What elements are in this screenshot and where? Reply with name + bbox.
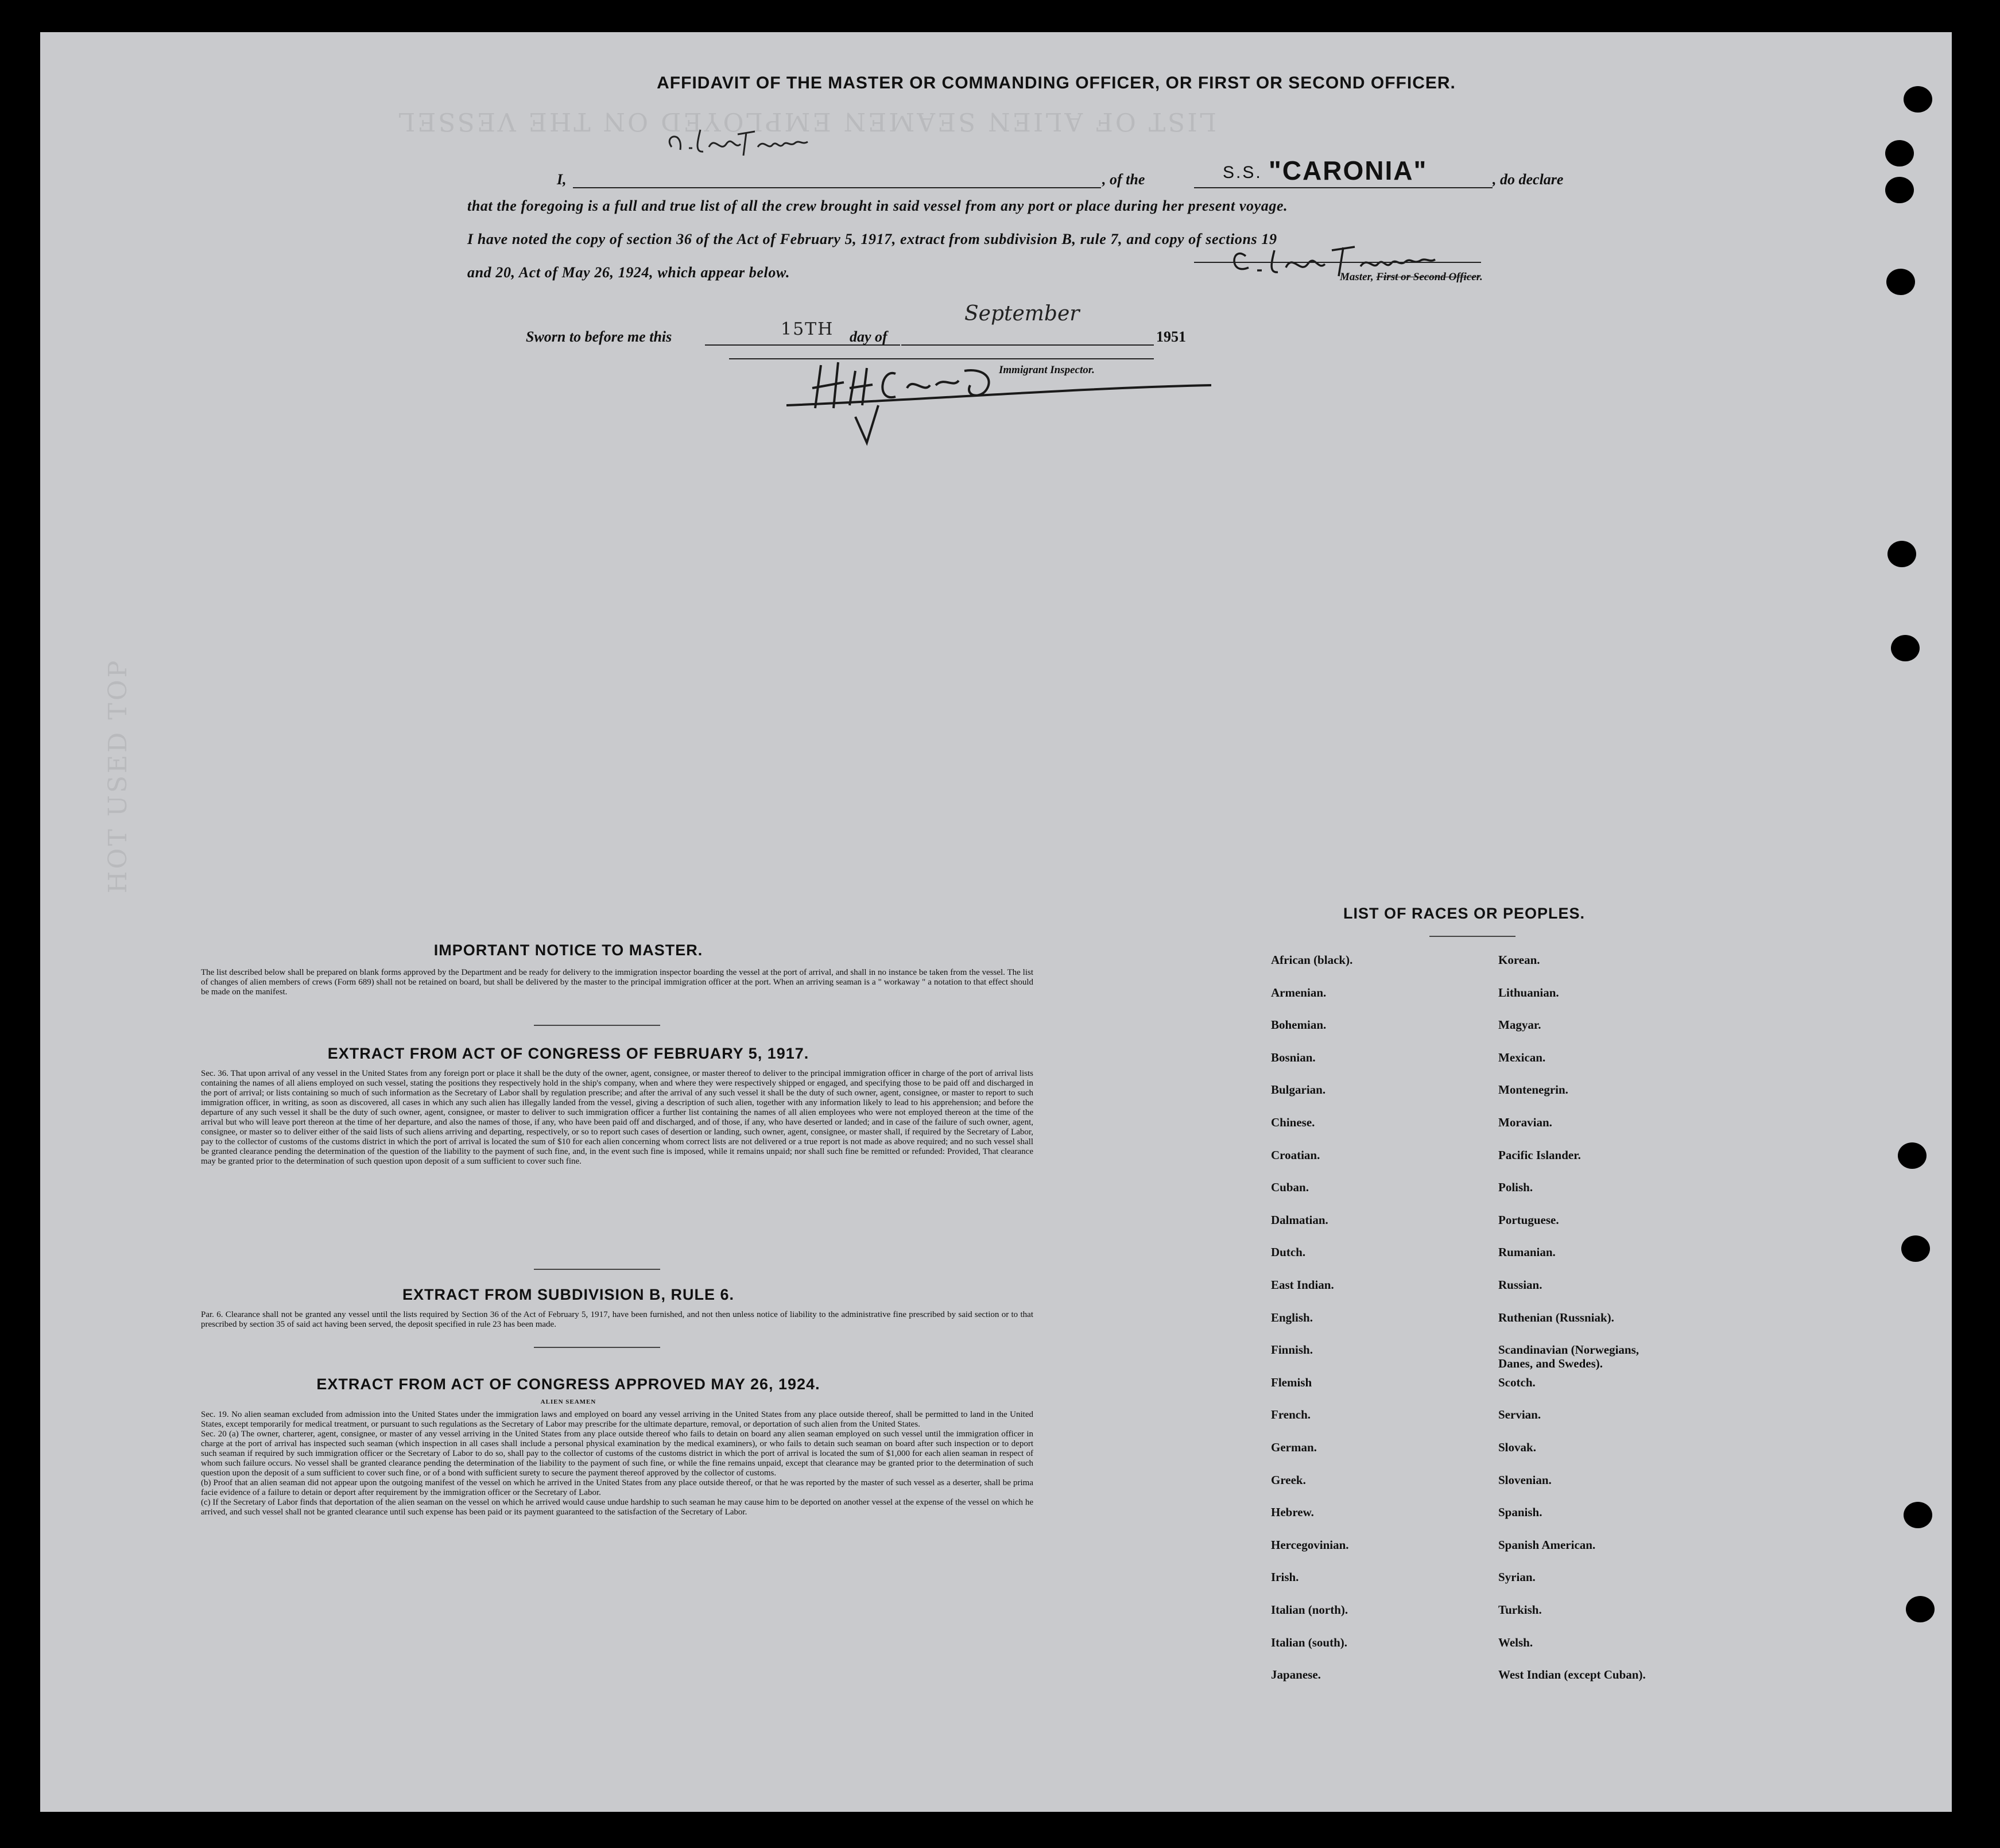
ship-name: "CARONIA" [1269,156,1428,185]
race-item: Magyar. [1498,1018,1541,1032]
binder-hole [1886,269,1915,295]
extract-1924-title: EXTRACT FROM ACT OF CONGRESS APPROVED MAY 26, 1924. [316,1376,820,1393]
affidavit-line-2: that the foregoing is a full and true list of all the crew brought in said vessel from any port or place during her present voyage. [467,197,1288,214]
sworn-year: 1951 [1156,328,1186,345]
race-item: Slovak. [1498,1440,1536,1454]
race-item: Turkish. [1498,1603,1542,1617]
day-of-label: day of [850,328,887,345]
race-item: Russian. [1498,1278,1542,1292]
race-item: Croatian. [1271,1148,1320,1162]
extract-1917-body: Sec. 36. That upon arrival of any vessel in the United States from any foreign port or place it shall be the duty of the owner, agent, consignee, or master thereof to deliver to the principal immigration officer in charge of the port of arrival lists containing the names of all aliens employed on such vessel, stating the positions they respectively hold in the ship's company, when and where they were respectively shipped or engaged, and specifying those to be paid off and discharged in the port of arrival; or lists containing so much of such information as the Secretary of Labor shall by regulation prescribe; and after the arrival of any such vessel it shall be the duty of such owner, agent, consignee, or master to report to such immigration officer, in writing, as soon as discovered, all cases in which any such alien has illegally landed from the vessel, giving a description of such alien, together with any information likely to lead to his apprehension; and before the departure of any such vessel it shall be the duty of such owner, agent, consignee, or master to deliver to such immigration officer a further list containing the names of all alien employees who were not employed thereon at the time of the arrival but who will leave port thereon at the time of her departure, and also the names of those, if any, who have been paid off and discharged, and of those, if any, who have deserted or landed; and in case of the failure of such owner, agent, consignee, or master so to deliver either of the said lists of such aliens arriving and departing, respectively, or so to report such cases of desertion or landing, such owner, agent, consignee, or master shall, if required by the Secretary of Labor, pay to the collector of customs of the customs district in which the port of arrival is located the sum of $10 for each alien concerning whom correct lists are not delivered or a true report is not made as above required; and no such vessel shall be granted clearance pending the determination of the question of the liability to the payment of such fine, and, in the event such fine is imposed, while it remains unpaid; nor shall such fine be remitted or refunded: Provided, That clearance may be granted prior to the determination of such question upon deposit of a sum sufficient to cover such fine. [201,1069,1033,1166]
binder-hole [1906,1596,1935,1622]
alien-seamen-subtitle: ALIEN SEAMEN [540,1398,596,1405]
race-item: Lithuanian. [1498,985,1559,999]
affidavit-title: AFFIDAVIT OF THE MASTER OR COMMANDING OFFICER, OR FIRST OR SECOND OFFICER. [657,73,1456,92]
race-item: Italian (north). [1271,1603,1348,1617]
race-item: East Indian. [1271,1278,1334,1292]
officer-title-struck: First or Second Officer [1376,271,1480,283]
race-item: French. [1271,1408,1311,1422]
race-item: Italian (south). [1271,1635,1348,1649]
master-title-label [1340,271,1483,284]
race-item: Polish. [1498,1180,1533,1195]
binder-hole [1891,635,1920,661]
subdivision-b-body: Par. 6. Clearance shall not be granted any vessel until the lists required by Section 36 of the Act of February 5, 1917, have been furnished, and not then unless notice of liability to the administrative fine prescribed by said section or to that prescribed by section 35 of said act having been served, the deposit specified in rule 23 has been made. [201,1310,1033,1329]
race-item: Hercegovinian. [1271,1537,1349,1552]
document-sheet [40,32,1952,1812]
race-item: Dalmatian. [1271,1212,1328,1227]
race-item: Rumanian. [1498,1245,1556,1260]
race-item: Scandinavian (Norwegians, Danes, and Swedes). [1498,1343,1639,1371]
affidavit-i-label: I, [557,171,567,188]
race-item: Chinese. [1271,1115,1315,1129]
race-item: Flemish [1271,1375,1312,1389]
affidavit-line-4: and 20, Act of May 26, 1924, which appear below. [467,264,790,281]
races-title-rule [1429,936,1515,937]
binder-hole [1887,541,1916,567]
master-title-plain: Master, [1340,271,1377,283]
race-item: Dutch. [1271,1245,1306,1260]
race-item: Ruthenian (Russniak). [1498,1310,1614,1324]
binder-hole [1904,86,1932,113]
extract-1924-body [201,1410,1033,1517]
race-item: Greek. [1271,1473,1306,1487]
sworn-label: Sworn to before me this [526,328,672,345]
race-item: Finnish. [1271,1343,1313,1357]
ship-name-line [1194,187,1493,188]
binder-hole [1904,1502,1932,1528]
race-item: Hebrew. [1271,1505,1314,1520]
race-item: Japanese. [1271,1668,1321,1682]
binder-hole [1898,1142,1927,1169]
race-item: Mexican. [1498,1050,1546,1064]
race-item: Montenegrin. [1498,1083,1568,1097]
inspector-signature [786,336,1246,451]
race-item: Irish. [1271,1570,1299,1584]
race-item: Armenian. [1271,985,1327,999]
race-item: Portuguese. [1498,1212,1559,1227]
sworn-day: 15TH [781,319,834,339]
binder-hole [1885,140,1914,166]
race-item: Bohemian. [1271,1018,1327,1032]
race-item: Moravian. [1498,1115,1552,1129]
inspector-label: Immigrant Inspector. [999,364,1095,376]
race-item: Slovenian. [1498,1473,1552,1487]
race-item: Servian. [1498,1408,1541,1422]
extract-1917-title: EXTRACT FROM ACT OF CONGRESS OF FEBRUARY 5, 1917. [327,1045,809,1062]
race-item: Bosnian. [1271,1050,1316,1064]
sec-20a: Sec. 20 (a) The owner, charterer, agent, consignee, or master of any vessel arriving in the United States from any place outside thereof who fails to detain on board any alien seaman employed on such vessel until the immigration officer in charge at the port of arrival has inspected such seaman (which inspection in all cases shall include a personal physical examination by the medical examiners), or who fails to detain such seaman on board after such inspection or to deport such seaman if required by such immigration officer or the Secretary of Labor to do so, shall pay to the collector of customs of the customs district in which the port of arrival is located the sum of $1,000 for each alien seaman in respect of whom such failure occurs. No vessel shall be granted clearance pending the determination of the liability to the payment of such fine, or while the fine remains unpaid, except that clearance may be granted prior to the determination of such question upon the deposit of a sum sufficient to cover such fine, or of a bond with sufficient surety to secure the payment thereof approved by the collector of customs. [201,1429,1033,1478]
sec-20b: (b) Proof that an alien seaman did not appear upon the outgoing manifest of the vessel on which he arrived in the United States from any place outside thereof, or that he was reported by the master of such vessel as a deserter, shall be prima facie evidence of a failure to detain or deport after requirement by the immigration officer or the Secretary of Labor. [201,1478,1033,1497]
race-item: English. [1271,1310,1313,1324]
races-title: LIST OF RACES OR PEOPLES. [1343,905,1586,922]
do-declare-label: , do declare [1493,171,1564,188]
race-item: Spanish. [1498,1505,1542,1520]
race-item: Welsh. [1498,1635,1533,1649]
race-item: Scotch. [1498,1375,1536,1389]
race-item: German. [1271,1440,1317,1454]
race-item: Korean. [1498,953,1540,967]
race-item: African (black). [1271,953,1353,967]
divider [534,1347,660,1348]
binder-hole [1885,177,1914,203]
race-item: Syrian. [1498,1570,1536,1584]
race-item: Bulgarian. [1271,1083,1326,1097]
master-title-end: . [1480,271,1483,283]
ship-prefix: S.S. [1223,163,1262,182]
sworn-month: September [964,302,1080,326]
race-item: Spanish American. [1498,1537,1596,1552]
bleed-through-text: LIST OF ALIEN SEAMEN EMPLOYED ON THE VESSEL [396,107,1216,136]
affidavit-line-3: I have noted the copy of section 36 of the Act of February 5, 1917, extract from subdivision B, rule 7, and copy of sections 19 [467,231,1277,247]
divider [534,1025,660,1026]
of-the-label: , of the [1102,171,1145,188]
master-name-signature [660,107,832,176]
inspector-signature-line [729,358,1154,359]
notice-body: The list described below shall be prepared on blank forms approved by the Department and be ready for delivery to the immigration inspector boarding the vessel at the port of arrival, and shall in no instance be taken from the vessel. The list of changes of alien members of crews (Form 689) shall not be retained on board, but shall be delivered by the master to the principal immigration officer at the port. When an arriving seaman is a " workaway " a notation to that effect should be made on the manifest. [201,968,1033,997]
sec-20c: (c) If the Secretary of Labor finds that deportation of the alien seaman on the vessel on which he arrived would cause undue hardship to such seaman he may cause him to be deported on another vessel at the expense of the vessel on which he arrived, and such vessel shall not be granted clearance until such expense has been paid or its payment guaranteed to the satisfaction of the Secretary of Labor. [201,1498,1033,1517]
subdivision-b-title: EXTRACT FROM SUBDIVISION B, RULE 6. [402,1286,735,1303]
bleed-through-text: HOT USED TOP [103,658,133,893]
race-item: Cuban. [1271,1180,1309,1195]
race-item: Pacific Islander. [1498,1148,1581,1162]
notice-title: IMPORTANT NOTICE TO MASTER. [433,942,703,959]
divider [534,1269,660,1270]
race-item: West Indian (except Cuban). [1498,1668,1646,1682]
binder-hole [1901,1235,1930,1262]
master-signature-line [1194,262,1481,263]
master-name-line [573,187,1101,188]
sec-19: Sec. 19. No alien seaman excluded from admission into the United States under the immigration laws and employed on board any vessel arriving in the United States from any place outside thereof, shall be permitted to land in the United States, except temporarily for medical treatment, or pursuant to such regulations as the Secretary of Labor may prescribe for the ultimate departure, removal, or deportation of such alien from the United States. [201,1410,1033,1429]
